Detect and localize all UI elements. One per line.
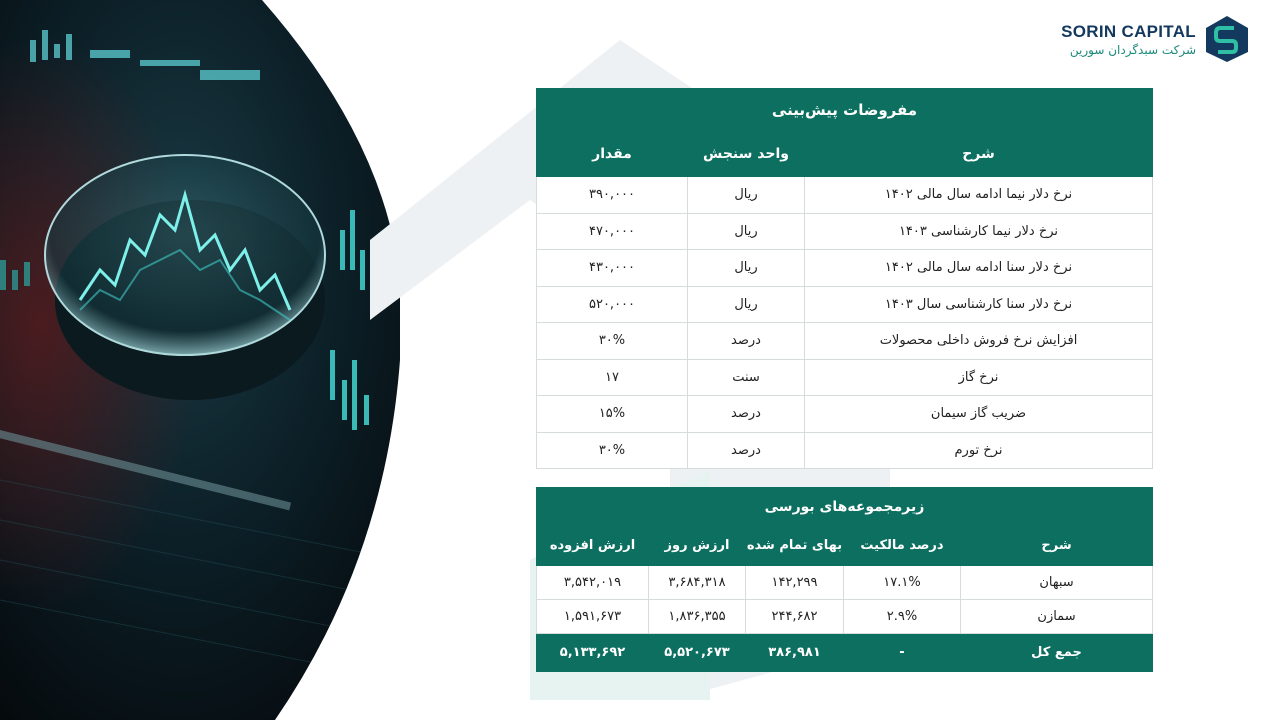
row-description: سمازن [961,600,1153,634]
row-value: ۱۵% [537,396,688,433]
table-title: مفروضات پیش‌بینی [537,89,1153,131]
table-title: زیرمجموعه‌های بورسی [537,488,1153,526]
row-unit: درصد [688,323,805,360]
row-description: سبهان [961,566,1153,600]
row-unit: ریال [688,250,805,287]
table-row [537,323,1153,360]
header-market-value: ارزش روز [649,526,746,566]
table-row [537,250,1153,287]
row-market-value: ۱,۸۳۶,۳۵۵ [649,600,746,634]
row-description: نرخ دلار سنا ادامه سال مالی ۱۴۰۲ [805,250,1153,287]
table-row [537,396,1153,433]
header-added-value: ارزش افزوده [537,526,649,566]
row-ownership: ۲.۹% [844,600,961,634]
row-value: ۵۲۰,۰۰۰ [537,286,688,323]
total-added-value: ۵,۱۳۳,۶۹۲ [537,634,649,672]
row-description: نرخ تورم [805,432,1153,469]
subsidiaries-table [536,487,1153,672]
total-cost: ۳۸۶,۹۸۱ [746,634,844,672]
row-unit: درصد [688,432,805,469]
brand-subtitle: شرکت سبدگردان سورین [1069,42,1196,57]
table-row [537,600,1153,634]
brand-name: SORIN CAPITAL [1061,21,1196,41]
header-description: شرح [805,131,1153,177]
table-row [537,432,1153,469]
header-description: شرح [961,526,1153,566]
row-description: نرخ دلار سنا کارشناسی سال ۱۴۰۳ [805,286,1153,323]
row-added-value: ۳,۵۴۲,۰۱۹ [537,566,649,600]
row-added-value: ۱,۵۹۱,۶۷۳ [537,600,649,634]
row-cost: ۲۴۴,۶۸۲ [746,600,844,634]
row-description: افزایش نرخ فروش داخلی محصولات [805,323,1153,360]
row-unit: ریال [688,213,805,250]
table-row [537,359,1153,396]
row-value: ۱۷ [537,359,688,396]
row-value: ۴۳۰,۰۰۰ [537,250,688,287]
row-unit: سنت [688,359,805,396]
table-row [537,213,1153,250]
row-unit: درصد [688,396,805,433]
row-unit: ریال [688,177,805,214]
total-row [537,634,1153,672]
row-value: ۳۰% [537,432,688,469]
total-description: جمع کل [961,634,1153,672]
row-description: ضریب گاز سیمان [805,396,1153,433]
header-ownership: درصد مالکیت [844,526,961,566]
row-value: ۴۷۰,۰۰۰ [537,213,688,250]
header-value: مقدار [537,131,688,177]
row-ownership: ۱۷.۱% [844,566,961,600]
row-cost: ۱۴۲,۲۹۹ [746,566,844,600]
row-value: ۳۹۰,۰۰۰ [537,177,688,214]
header-cost: بهای تمام شده [746,526,844,566]
row-market-value: ۳,۶۸۴,۳۱۸ [649,566,746,600]
row-description: نرخ گاز [805,359,1153,396]
brand-header [1061,14,1250,64]
row-description: نرخ دلار نیما ادامه سال مالی ۱۴۰۲ [805,177,1153,214]
row-description: نرخ دلار نیما کارشناسی ۱۴۰۳ [805,213,1153,250]
table-row [537,566,1153,600]
table-row [537,177,1153,214]
row-value: ۳۰% [537,323,688,360]
total-market-value: ۵,۵۲۰,۶۷۳ [649,634,746,672]
assumptions-table [536,88,1153,469]
total-ownership: - [844,634,961,672]
row-unit: ریال [688,286,805,323]
sorin-logo-icon [1204,14,1250,64]
header-unit: واحد سنجش [688,131,805,177]
table-row [537,286,1153,323]
